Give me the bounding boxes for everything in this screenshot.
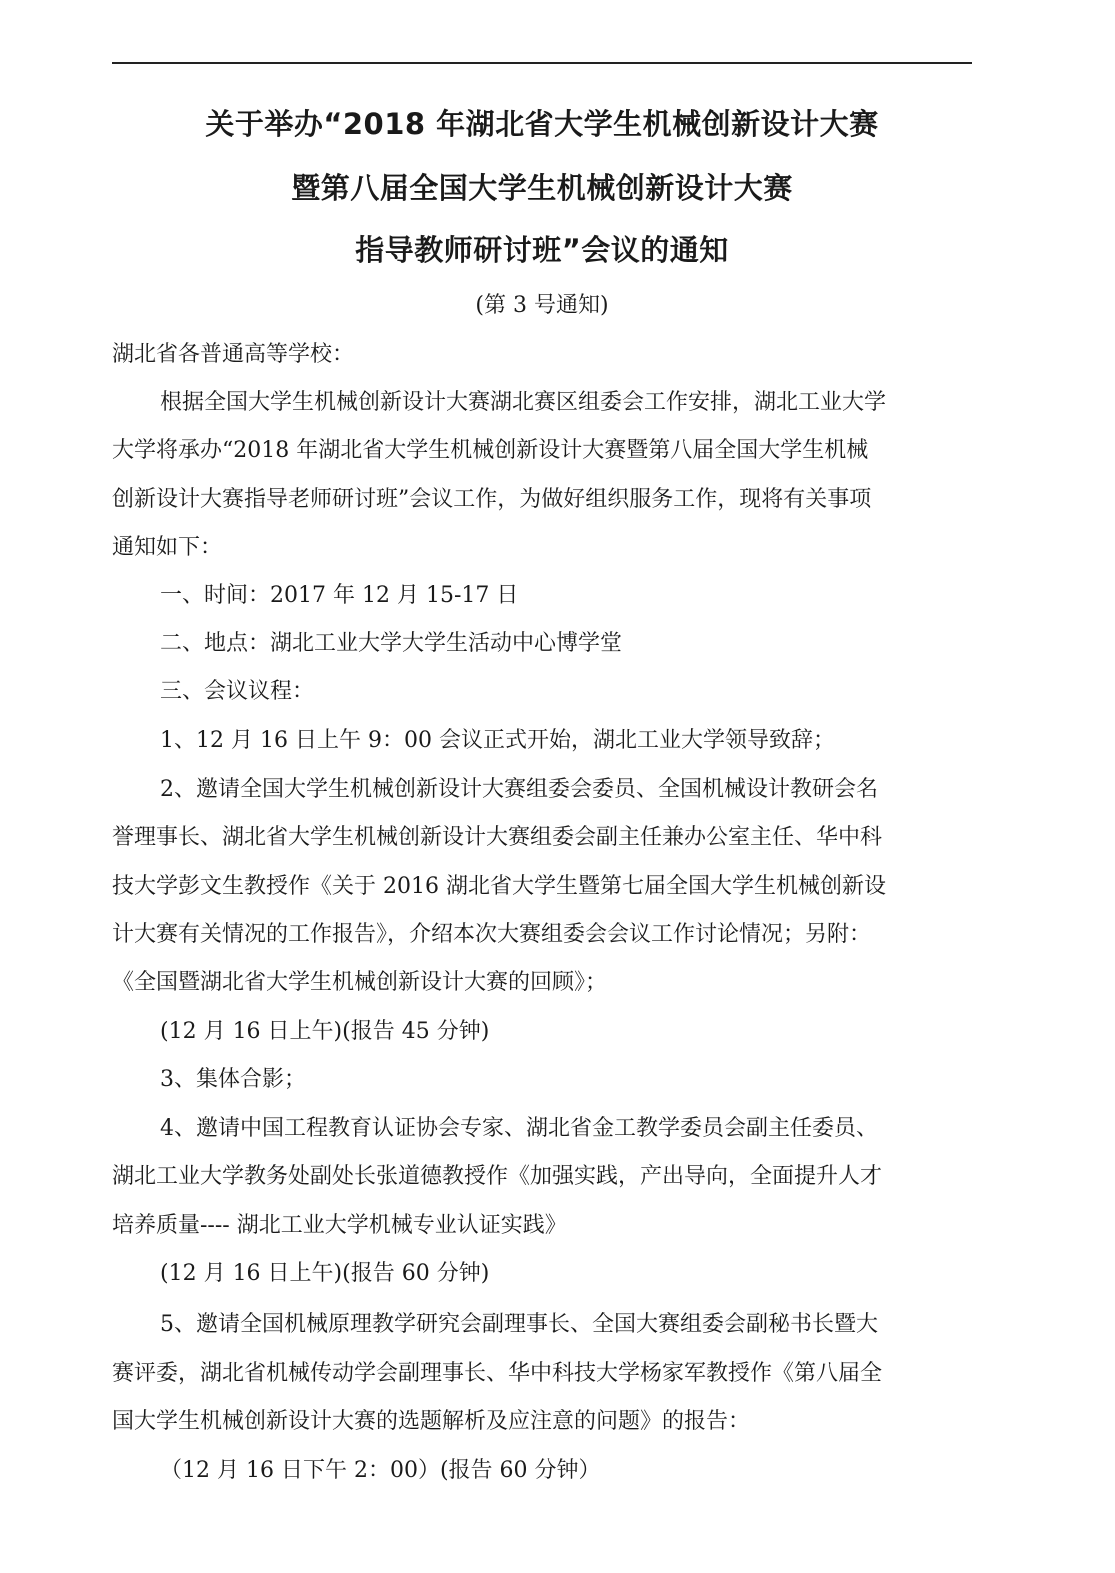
agenda-item-5-line: 赛评委，湖北省机械传动学会副理事长、华中科技大学杨家军教授作《第八届全 — [112, 1361, 883, 1386]
agenda-item-4-line: 培养质量---- 湖北工业大学机械专业认证实践》 — [112, 1213, 567, 1238]
document-title-line-1: 关于举办“2018 年湖北省大学生机械创新设计大赛 — [205, 107, 879, 141]
document-title-line-2: 暨第八届全国大学生机械创新设计大赛 — [291, 171, 793, 205]
agenda-item-5-time: （12 月 16 日下午 2：00）(报告 60 分钟） — [160, 1458, 601, 1483]
agenda-item-2-line: 2、邀请全国大学生机械创新设计大赛组委会委员、全国机械设计教研会名 — [160, 777, 878, 802]
agenda-item-2-line: 技大学彭文生教授作《关于 2016 湖北省大学生暨第七届全国大学生机械创新设 — [112, 874, 886, 899]
agenda-item-2-line: 计大赛有关情况的工作报告》，介绍本次大赛组委会会议工作讨论情况；另附： — [112, 922, 872, 947]
meeting-time: 一、时间：2017 年 12 月 15-17 日 — [160, 583, 519, 608]
agenda-item-5-line: 国大学生机械创新设计大赛的选题解析及应注意的问题》的报告： — [112, 1409, 751, 1434]
agenda-item-4-line: 4、邀请中国工程教育认证协会专家、湖北省金工教学委员会副主任委员、 — [160, 1116, 878, 1141]
intro-line: 创新设计大赛指导老师研讨班”会议工作，为做好组织服务工作，现将有关事项 — [112, 487, 872, 512]
addressee: 湖北省各普通高等学校： — [112, 342, 355, 367]
agenda-item-1: 1、12 月 16 日上午 9：00 会议正式开始，湖北工业大学领导致辞； — [160, 728, 835, 753]
agenda-item-3: 3、集体合影； — [160, 1067, 306, 1092]
agenda-heading: 三、会议议程： — [160, 679, 315, 704]
meeting-location: 二、地点：湖北工业大学大学生活动中心博学堂 — [160, 631, 623, 656]
agenda-item-4-time: (12 月 16 日上午)(报告 60 分钟) — [160, 1261, 490, 1286]
intro-line: 根据全国大学生机械创新设计大赛湖北赛区组委会工作安排，湖北工业大学 — [160, 390, 887, 415]
agenda-item-2-line: 誉理事长、湖北省大学生机械创新设计大赛组委会副主任兼办公室主任、华中科 — [112, 825, 883, 850]
agenda-item-5-line: 5、邀请全国机械原理教学研究会副理事长、全国大赛组委会副秘书长暨大 — [160, 1312, 878, 1337]
intro-line: 通知如下： — [112, 535, 223, 560]
agenda-item-2-time: (12 月 16 日上午)(报告 45 分钟) — [160, 1019, 490, 1044]
header-rule — [112, 62, 972, 64]
document-title-line-3: 指导教师研讨班”会议的通知 — [355, 233, 729, 267]
agenda-item-2-line: 《全国暨湖北省大学生机械创新设计大赛的回顾》； — [112, 970, 608, 995]
intro-line: 大学将承办“2018 年湖北省大学生机械创新设计大赛暨第八届全国大学生机械 — [112, 438, 869, 463]
agenda-item-4-line: 湖北工业大学教务处副处长张道德教授作《加强实践，产出导向，全面提升人才 — [112, 1164, 883, 1189]
notice-number: (第 3 号通知) — [475, 293, 609, 318]
